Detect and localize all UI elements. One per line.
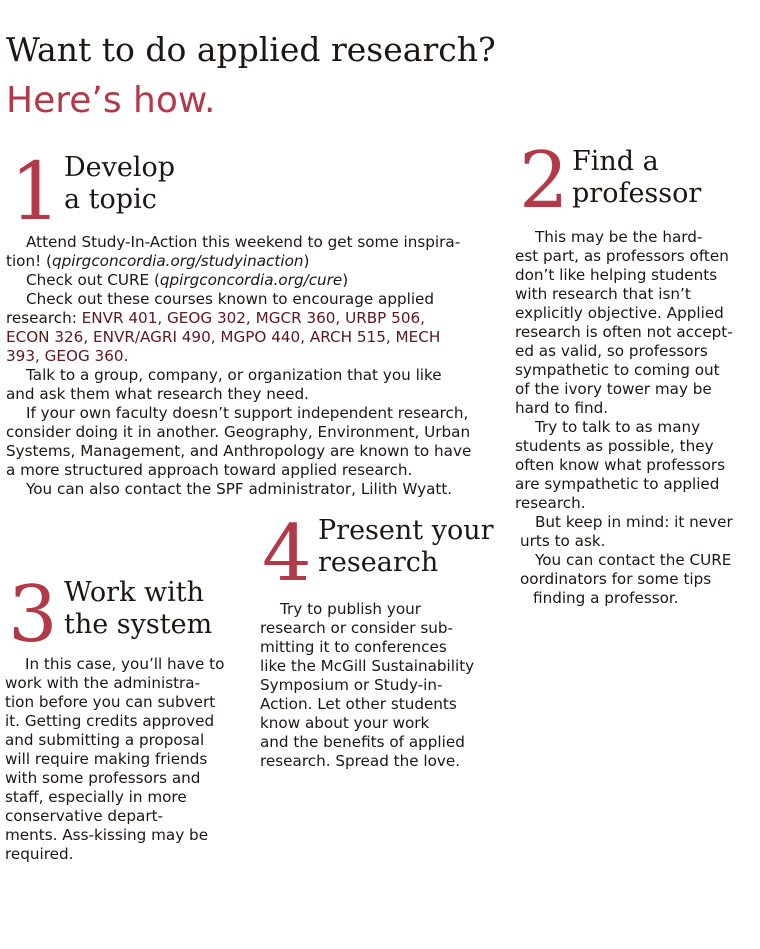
step-4-para-line: research or consider sub- bbox=[260, 619, 454, 637]
step-2-para-2-line: Try to talk to as many bbox=[535, 418, 701, 436]
step-1-para-1-line bbox=[6, 252, 471, 271]
step-4-para-line: Symposium or Study-in- bbox=[260, 676, 443, 694]
step-3-para-line: staff, especially in more bbox=[5, 788, 187, 806]
step-2-heading bbox=[572, 146, 701, 210]
step-4-body bbox=[260, 600, 474, 771]
step-3-para-line: ments. Ass-kissing may be bbox=[5, 826, 209, 844]
step-4-para-line: like the McGill Sustainability bbox=[260, 657, 475, 675]
step-1-para-2-line bbox=[6, 271, 471, 290]
step-1-para-5-line: Systems, Management, and Anthropology are known to have bbox=[6, 442, 472, 460]
step-2-para-1-line: of the ivory tower may be bbox=[515, 380, 712, 398]
step-1-para-3-line: Check out these courses known to encourage applied bbox=[26, 290, 435, 308]
text-fragment: Check out CURE ( bbox=[26, 271, 160, 289]
step-2-para-1-line: hard to find. bbox=[515, 399, 609, 417]
step-3-para-line: conservative depart- bbox=[5, 807, 164, 825]
step-2-para-2-line: often know what professors bbox=[515, 456, 726, 474]
step-2-para-1-line: explicitly objective. Applied bbox=[515, 304, 724, 322]
step-3-para-line: it. Getting credits approved bbox=[5, 712, 215, 730]
step-2-para-2-line: research. bbox=[515, 494, 586, 512]
step-1-heading-line: a topic bbox=[64, 184, 157, 215]
step-3-number: 3 bbox=[8, 570, 58, 660]
step-2-para-1-line: with research that isn’t bbox=[515, 285, 691, 303]
step-4-para-line: and the benefits of applied bbox=[260, 733, 465, 751]
text-fragment: tion! ( bbox=[6, 252, 52, 270]
step-3-para-line: In this case, you’ll have to bbox=[25, 655, 225, 673]
step-2-para-4-line: finding a professor. bbox=[533, 589, 679, 607]
step-3-heading-line: Work with bbox=[64, 577, 205, 608]
text-fragment: research: bbox=[6, 309, 82, 327]
step-2-heading-line: Find a bbox=[572, 146, 659, 177]
text-fragment: . bbox=[123, 347, 129, 365]
step-2-para-1-line: research is often not accept- bbox=[515, 323, 733, 341]
studyinaction-link[interactable]: qpirgconcordia.org/studyinaction bbox=[51, 252, 304, 270]
step-2-para-1-line: est part, as professors often bbox=[515, 247, 729, 265]
step-4-heading-line: Present your bbox=[318, 515, 494, 546]
step-3-para-line: tion before you can subvert bbox=[5, 693, 216, 711]
step-4-heading bbox=[318, 515, 494, 579]
step-1-body bbox=[6, 233, 471, 499]
step-3-para-line: work with the administra- bbox=[5, 674, 201, 692]
step-3-para-line: with some professors and bbox=[5, 769, 201, 787]
step-1-heading bbox=[64, 152, 175, 216]
step-3-heading-line: the system bbox=[64, 609, 213, 640]
step-1-para-3-line bbox=[6, 347, 471, 366]
step-2-para-2-line: are sympathetic to applied bbox=[515, 475, 720, 493]
step-2-para-1-line: This may be the hard- bbox=[535, 228, 703, 246]
step-2-para-3-line: But keep in mind: it never bbox=[535, 513, 733, 531]
page-title: Want to do applied research? bbox=[6, 30, 496, 69]
step-4-number: 4 bbox=[262, 509, 312, 599]
step-1-para-5-line: If your own faculty doesn’t support independent research, bbox=[26, 404, 469, 422]
step-2-number: 2 bbox=[519, 136, 569, 226]
step-4-para-line: Try to publish your bbox=[280, 600, 422, 618]
step-3-para-line: will require making friends bbox=[5, 750, 208, 768]
step-4-para-line: Action. Let other students bbox=[260, 695, 457, 713]
step-3-para-line: required. bbox=[5, 845, 74, 863]
step-1-para-4-line: and ask them what research they need. bbox=[6, 385, 309, 403]
step-4-para-line: mitting it to conferences bbox=[260, 638, 447, 656]
step-4-heading-line: research bbox=[318, 547, 439, 578]
step-1-heading-line: Develop bbox=[64, 152, 176, 183]
text-fragment: ) bbox=[342, 271, 349, 289]
step-2-para-1-line: ed as valid, so professors bbox=[515, 342, 708, 360]
step-2-para-2-line: students as possible, they bbox=[515, 437, 714, 455]
step-1-para-5-line: a more structured approach toward applied research. bbox=[6, 461, 413, 479]
step-1-para-3-line bbox=[6, 309, 471, 328]
step-1-para-6-line: You can also contact the SPF administrator, Lilith Wyatt. bbox=[26, 480, 453, 498]
step-2-body bbox=[515, 228, 733, 608]
page-subtitle: Here’s how. bbox=[6, 80, 216, 121]
step-2-para-4-line: oordinators for some tips bbox=[520, 570, 712, 588]
step-4-para-line: research. Spread the love. bbox=[260, 752, 461, 770]
text-fragment: ) bbox=[303, 252, 310, 270]
step-1-number: 1 bbox=[10, 145, 61, 238]
step-2-para-1-line: sympathetic to coming out bbox=[515, 361, 720, 379]
step-2-heading-line: professor bbox=[572, 178, 702, 209]
course-list: ENVR 401, GEOG 302, MGCR 360, URBP 506, bbox=[81, 309, 425, 327]
course-list: 393, GEOG 360 bbox=[6, 347, 124, 365]
step-1-para-4-line: Talk to a group, company, or organization that you like bbox=[26, 366, 442, 384]
step-1-para-5-line: consider doing it in another. Geography, Environment, Urban bbox=[6, 423, 471, 441]
step-4-para-line: know about your work bbox=[260, 714, 430, 732]
step-3-heading bbox=[64, 577, 212, 641]
step-3-body bbox=[5, 655, 224, 864]
step-2-para-4-line: You can contact the CURE bbox=[535, 551, 732, 569]
step-1-para-1-line: Attend Study-In-Action this weekend to get some inspira- bbox=[26, 233, 461, 251]
step-3-para-line: and submitting a proposal bbox=[5, 731, 205, 749]
course-list: ECON 326, ENVR/AGRI 490, MGPO 440, ARCH 515, MECH bbox=[6, 328, 441, 346]
cure-link[interactable]: qpirgconcordia.org/cure bbox=[159, 271, 343, 289]
step-2-para-3-line: urts to ask. bbox=[520, 532, 606, 550]
step-2-para-1-line: don’t like helping students bbox=[515, 266, 718, 284]
